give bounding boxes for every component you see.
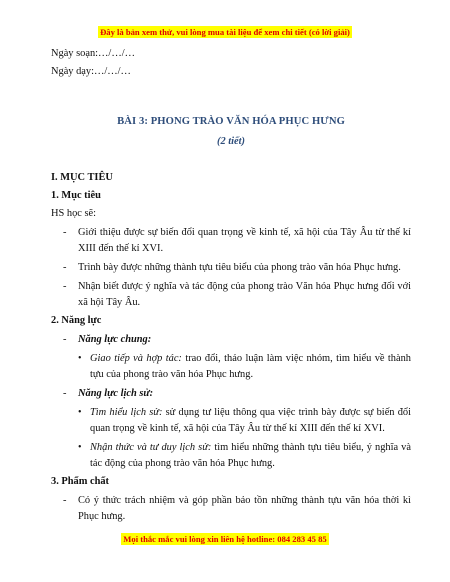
- history-competence-heading: [51, 386, 411, 402]
- goal-item: [51, 225, 411, 257]
- quality-item: [51, 493, 411, 525]
- dash-marker: -: [63, 388, 67, 399]
- competence-item-label: Tìm hiểu lịch sử:: [90, 407, 163, 418]
- goal-item: [51, 260, 411, 276]
- quality-item-text: Có ý thức trách nhiệm và góp phần bảo tồn những thành tựu văn hóa thời kì Phục hưng.: [78, 495, 411, 522]
- goals-intro: HS học sẽ:: [51, 208, 97, 219]
- preview-banner: [0, 27, 450, 37]
- hotline-banner-text: Mọi thắc mắc vui lòng xin liên hệ hotline: 084 283 45 85: [123, 534, 327, 544]
- dash-marker: -: [63, 262, 67, 273]
- competence-item: [51, 405, 411, 437]
- competence-item-text: sử dụng tư liệu thông qua việc trình bày được sự biến đổi quan trọng về kinh tế, xã hội của Tây Âu từ thế kỉ XIII đến thế kỉ XVI.: [90, 407, 411, 434]
- competence-item: [51, 351, 411, 383]
- competence-item-label: Nhận thức và tư duy lịch sử:: [90, 442, 212, 453]
- competence-item: [51, 440, 411, 472]
- competence-item-text: trao đổi, thảo luận làm việc nhóm, tìm hiểu về thành tựu của phong trào văn hóa Phục hưng.: [90, 353, 412, 380]
- competence-item-label: Giao tiếp và hợp tác:: [90, 353, 182, 364]
- bullet-marker: •: [78, 407, 82, 418]
- dash-marker: -: [63, 281, 67, 292]
- goal-item-text: Trình bày được những thành tựu tiêu biểu của phong trào văn hóa Phục hưng.: [78, 262, 401, 273]
- history-competence-label: Năng lực lịch sử:: [78, 388, 154, 399]
- subsection-heading-competence: 2. Năng lực: [51, 315, 102, 326]
- goal-item: [51, 279, 411, 311]
- goal-item-text: Giới thiệu được sự biến đổi quan trọng về kinh tế, xã hội của Tây Âu từ thế kỉ XIII đến thế kỉ XVI.: [78, 227, 411, 254]
- dash-marker: -: [63, 227, 67, 238]
- dash-marker: -: [63, 495, 67, 506]
- bullet-marker: •: [78, 353, 82, 364]
- document-body: [51, 46, 411, 525]
- date-taught: Ngày dạy:…/…/…: [51, 66, 131, 77]
- date-prepared: Ngày soạn:…/…/…: [51, 48, 135, 59]
- lesson-duration: (2 tiết): [217, 136, 245, 147]
- general-competence-label: Năng lực chung:: [78, 334, 152, 345]
- competence-item-text: tìm hiểu những thành tựu tiêu biểu, ý nghĩa và tác động của phong trào văn hóa Phục hưng.: [90, 442, 411, 469]
- lesson-title: BÀI 3: PHONG TRÀO VĂN HÓA PHỤC HƯNG: [117, 116, 345, 127]
- general-competence-heading: [51, 332, 411, 348]
- section-heading-objectives: I. MỤC TIÊU: [51, 172, 113, 183]
- subsection-heading-goals: 1. Mục tiêu: [51, 190, 101, 201]
- subsection-heading-qualities: 3. Phẩm chất: [51, 476, 110, 487]
- dash-marker: -: [63, 334, 67, 345]
- preview-banner-text: Đây là bản xem thử, vui lòng mua tài liệu để xem chi tiết (có lời giải): [100, 27, 350, 37]
- hotline-banner: [0, 534, 450, 544]
- bullet-marker: •: [78, 442, 82, 453]
- goal-item-text: Nhận biết được ý nghĩa và tác động của phong trào Văn hóa Phục hưng đối với xã hội Tây Âu.: [78, 281, 411, 308]
